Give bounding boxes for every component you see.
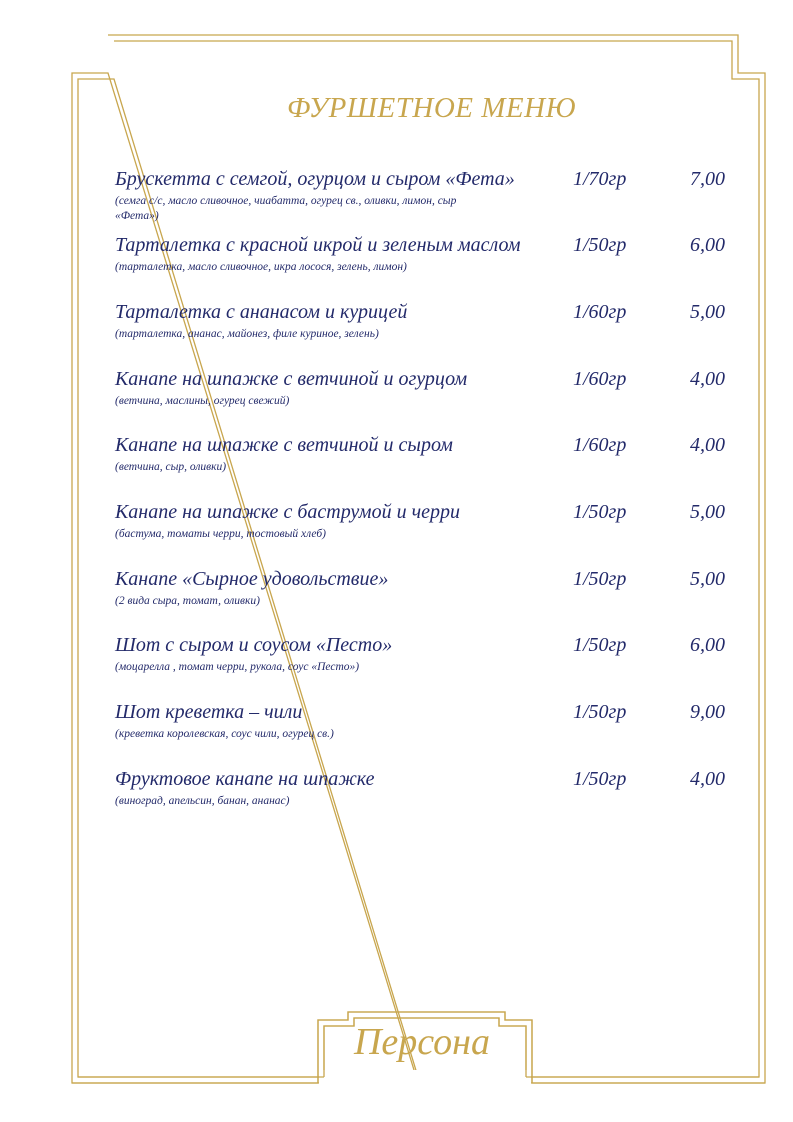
item-name: Канапе на шпажке с ветчиной и огурцом — [115, 368, 468, 390]
page-title: ФУРШЕТНОЕ МЕНЮ — [287, 92, 576, 124]
item-weight: 1/60гр — [573, 434, 627, 456]
item-price: 4,00 — [690, 434, 725, 456]
item-description: (тарталетка, масло сливочное, икра лосося, зелень, лимон) — [115, 261, 407, 273]
item-weight: 1/50гр — [573, 501, 627, 523]
item-description: (креветка королевская, соус чили, огурец св.) — [115, 728, 334, 740]
item-description: (виноград, апельсин, банан, ананас) — [115, 795, 290, 807]
item-description: (моцарелла , томат черри, рукола, соус «Песто») — [115, 661, 360, 673]
menu-item — [115, 768, 735, 828]
item-description: (бастума, томаты черри, тостовый хлеб) — [115, 528, 326, 540]
item-weight: 1/50гр — [573, 701, 627, 723]
menu-item — [115, 368, 735, 428]
item-weight: 1/60гр — [573, 301, 627, 323]
item-description: (тарталетка, ананас, майонез, филе куриное, зелень) — [115, 328, 379, 340]
menu-item — [115, 234, 735, 294]
item-name: Тарталетка с ананасом и курицей — [115, 301, 408, 323]
item-price: 5,00 — [690, 501, 725, 523]
item-name: Канапе на шпажке с баструмой и черри — [115, 501, 460, 523]
item-name: Брускетта с семгой, огурцом и сыром «Фета» — [115, 168, 515, 190]
item-price: 4,00 — [690, 768, 725, 790]
item-name: Канапе «Сырное удовольствие» — [115, 568, 389, 590]
item-name: Шот с сыром и соусом «Песто» — [115, 634, 393, 656]
menu-item — [115, 434, 735, 494]
item-description: (ветчина, маслины, огурец свежий) — [115, 395, 290, 407]
item-weight: 1/50гр — [573, 234, 627, 256]
brand-logo: Персона — [353, 1021, 491, 1063]
item-name: Тарталетка с красной икрой и зеленым маслом — [115, 234, 521, 256]
item-price: 5,00 — [690, 568, 725, 590]
item-description: (ветчина, сыр, оливки) — [115, 461, 227, 473]
item-weight: 1/60гр — [573, 368, 627, 390]
menu-item — [115, 168, 735, 228]
menu-item — [115, 701, 735, 761]
item-description: (2 вида сыра, томат, оливки) — [115, 595, 261, 607]
item-price: 6,00 — [690, 234, 725, 256]
menu-item — [115, 501, 735, 561]
item-name: Канапе на шпажке с ветчиной и сыром — [115, 434, 453, 456]
item-weight: 1/50гр — [573, 768, 627, 790]
item-price: 7,00 — [690, 168, 725, 190]
menu-item — [115, 301, 735, 361]
item-price: 9,00 — [690, 701, 725, 723]
item-price: 4,00 — [690, 368, 725, 390]
menu-item — [115, 568, 735, 628]
menu-item — [115, 634, 735, 694]
item-weight: 1/70гр — [573, 168, 627, 190]
item-description: (семга с/с, масло сливочное, чиабатта, огурец св., оливки, лимон, сыр «Фета») — [115, 195, 457, 222]
item-name: Фруктовое канапе на шпажке — [115, 768, 375, 790]
item-weight: 1/50гр — [573, 568, 627, 590]
item-price: 6,00 — [690, 634, 725, 656]
item-price: 5,00 — [690, 301, 725, 323]
item-weight: 1/50гр — [573, 634, 627, 656]
item-name: Шот креветка – чили — [115, 701, 303, 723]
